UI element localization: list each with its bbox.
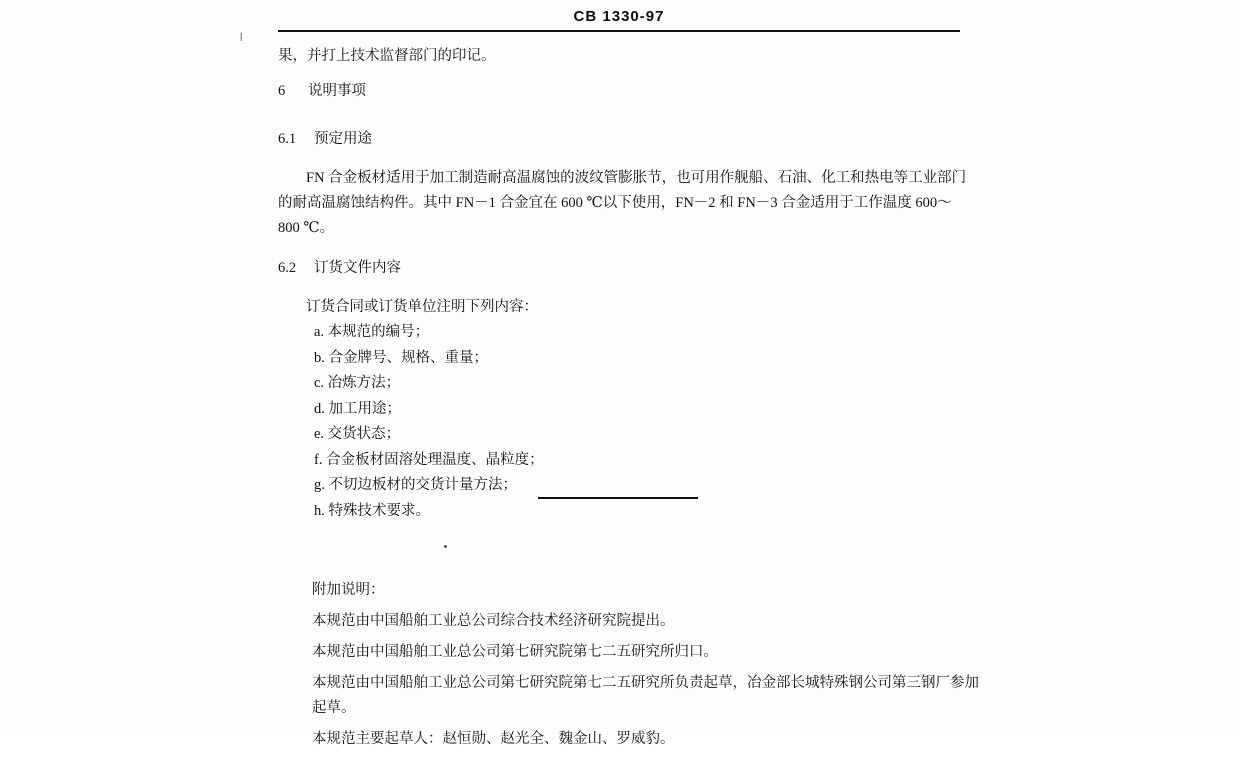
continuation-paragraph: 果，并打上技术监督部门的印记。 xyxy=(278,48,496,64)
section-heading-6-1 xyxy=(278,127,968,152)
list-item: g. 不切边板材的交货计量方法； xyxy=(314,477,517,493)
section-title: 说明事项 xyxy=(308,83,366,99)
appendix-line: 本规范由中国船舶工业总公司综合技术经济研究院提出。 xyxy=(312,613,675,629)
page-header xyxy=(278,8,960,34)
subsection-title: 预定用途 xyxy=(314,130,372,147)
list-item: e. 交货状态； xyxy=(314,426,401,442)
list-item: c. 冶炼方法； xyxy=(314,375,401,391)
page-edge-mark: | xyxy=(240,31,243,41)
subsection-6-2-lead: 订货合同或订货单位注明下列内容： xyxy=(306,299,538,315)
subsection-6-1-paragraph: FN 合金板材适用于加工制造耐高温腐蚀的波纹管膨胀节，也可用作舰船、石油、化工和热电等工业部门的耐高温腐蚀结构件。其中 FN－1 合金宜在 600 ℃以下使用，FN－2 和 FN－3 合金适用于工作温度 600～800 ℃。 xyxy=(278,170,967,236)
spacer xyxy=(278,69,968,79)
section-number: 6 xyxy=(278,83,286,99)
appendix-line: 本规范由中国船舶工业总公司第七研究院第七二五研究所负责起草，冶金部长城特殊钢公司第三钢厂参加起草。 xyxy=(312,675,979,716)
document-body xyxy=(278,44,968,524)
appendix-line: 本规范由中国船舶工业总公司第七研究院第七二五研究所归口。 xyxy=(312,644,718,660)
section-heading-6 xyxy=(278,79,968,104)
section-heading-6-2 xyxy=(278,256,968,281)
section-separator-rule xyxy=(538,497,698,499)
subsection-number: 6.2 xyxy=(278,259,297,276)
list-item: d. 加工用途； xyxy=(314,400,401,417)
appendix-block xyxy=(312,578,992,758)
list-item: f. 合金板材固溶处理温度、晶粒度； xyxy=(314,451,544,468)
header-divider xyxy=(278,30,960,32)
list-item: h. 特殊技术要求。 xyxy=(314,502,430,519)
standard-code: CB 1330-97 xyxy=(573,8,665,25)
appendix-title: 附加说明： xyxy=(312,582,385,598)
list-item: a. 本规范的编号； xyxy=(314,324,430,340)
spacer xyxy=(278,104,968,112)
subsection-number: 6.1 xyxy=(278,130,297,147)
order-document-list xyxy=(278,320,968,524)
list-item: b. 合金牌号、规格、重量； xyxy=(314,349,488,366)
subsection-title: 订货文件内容 xyxy=(314,259,401,276)
appendix-line: 本规范主要起草人：赵恒勋、赵光全、魏金山、罗威豹。 xyxy=(312,731,675,747)
page-dot-mark xyxy=(444,545,447,548)
